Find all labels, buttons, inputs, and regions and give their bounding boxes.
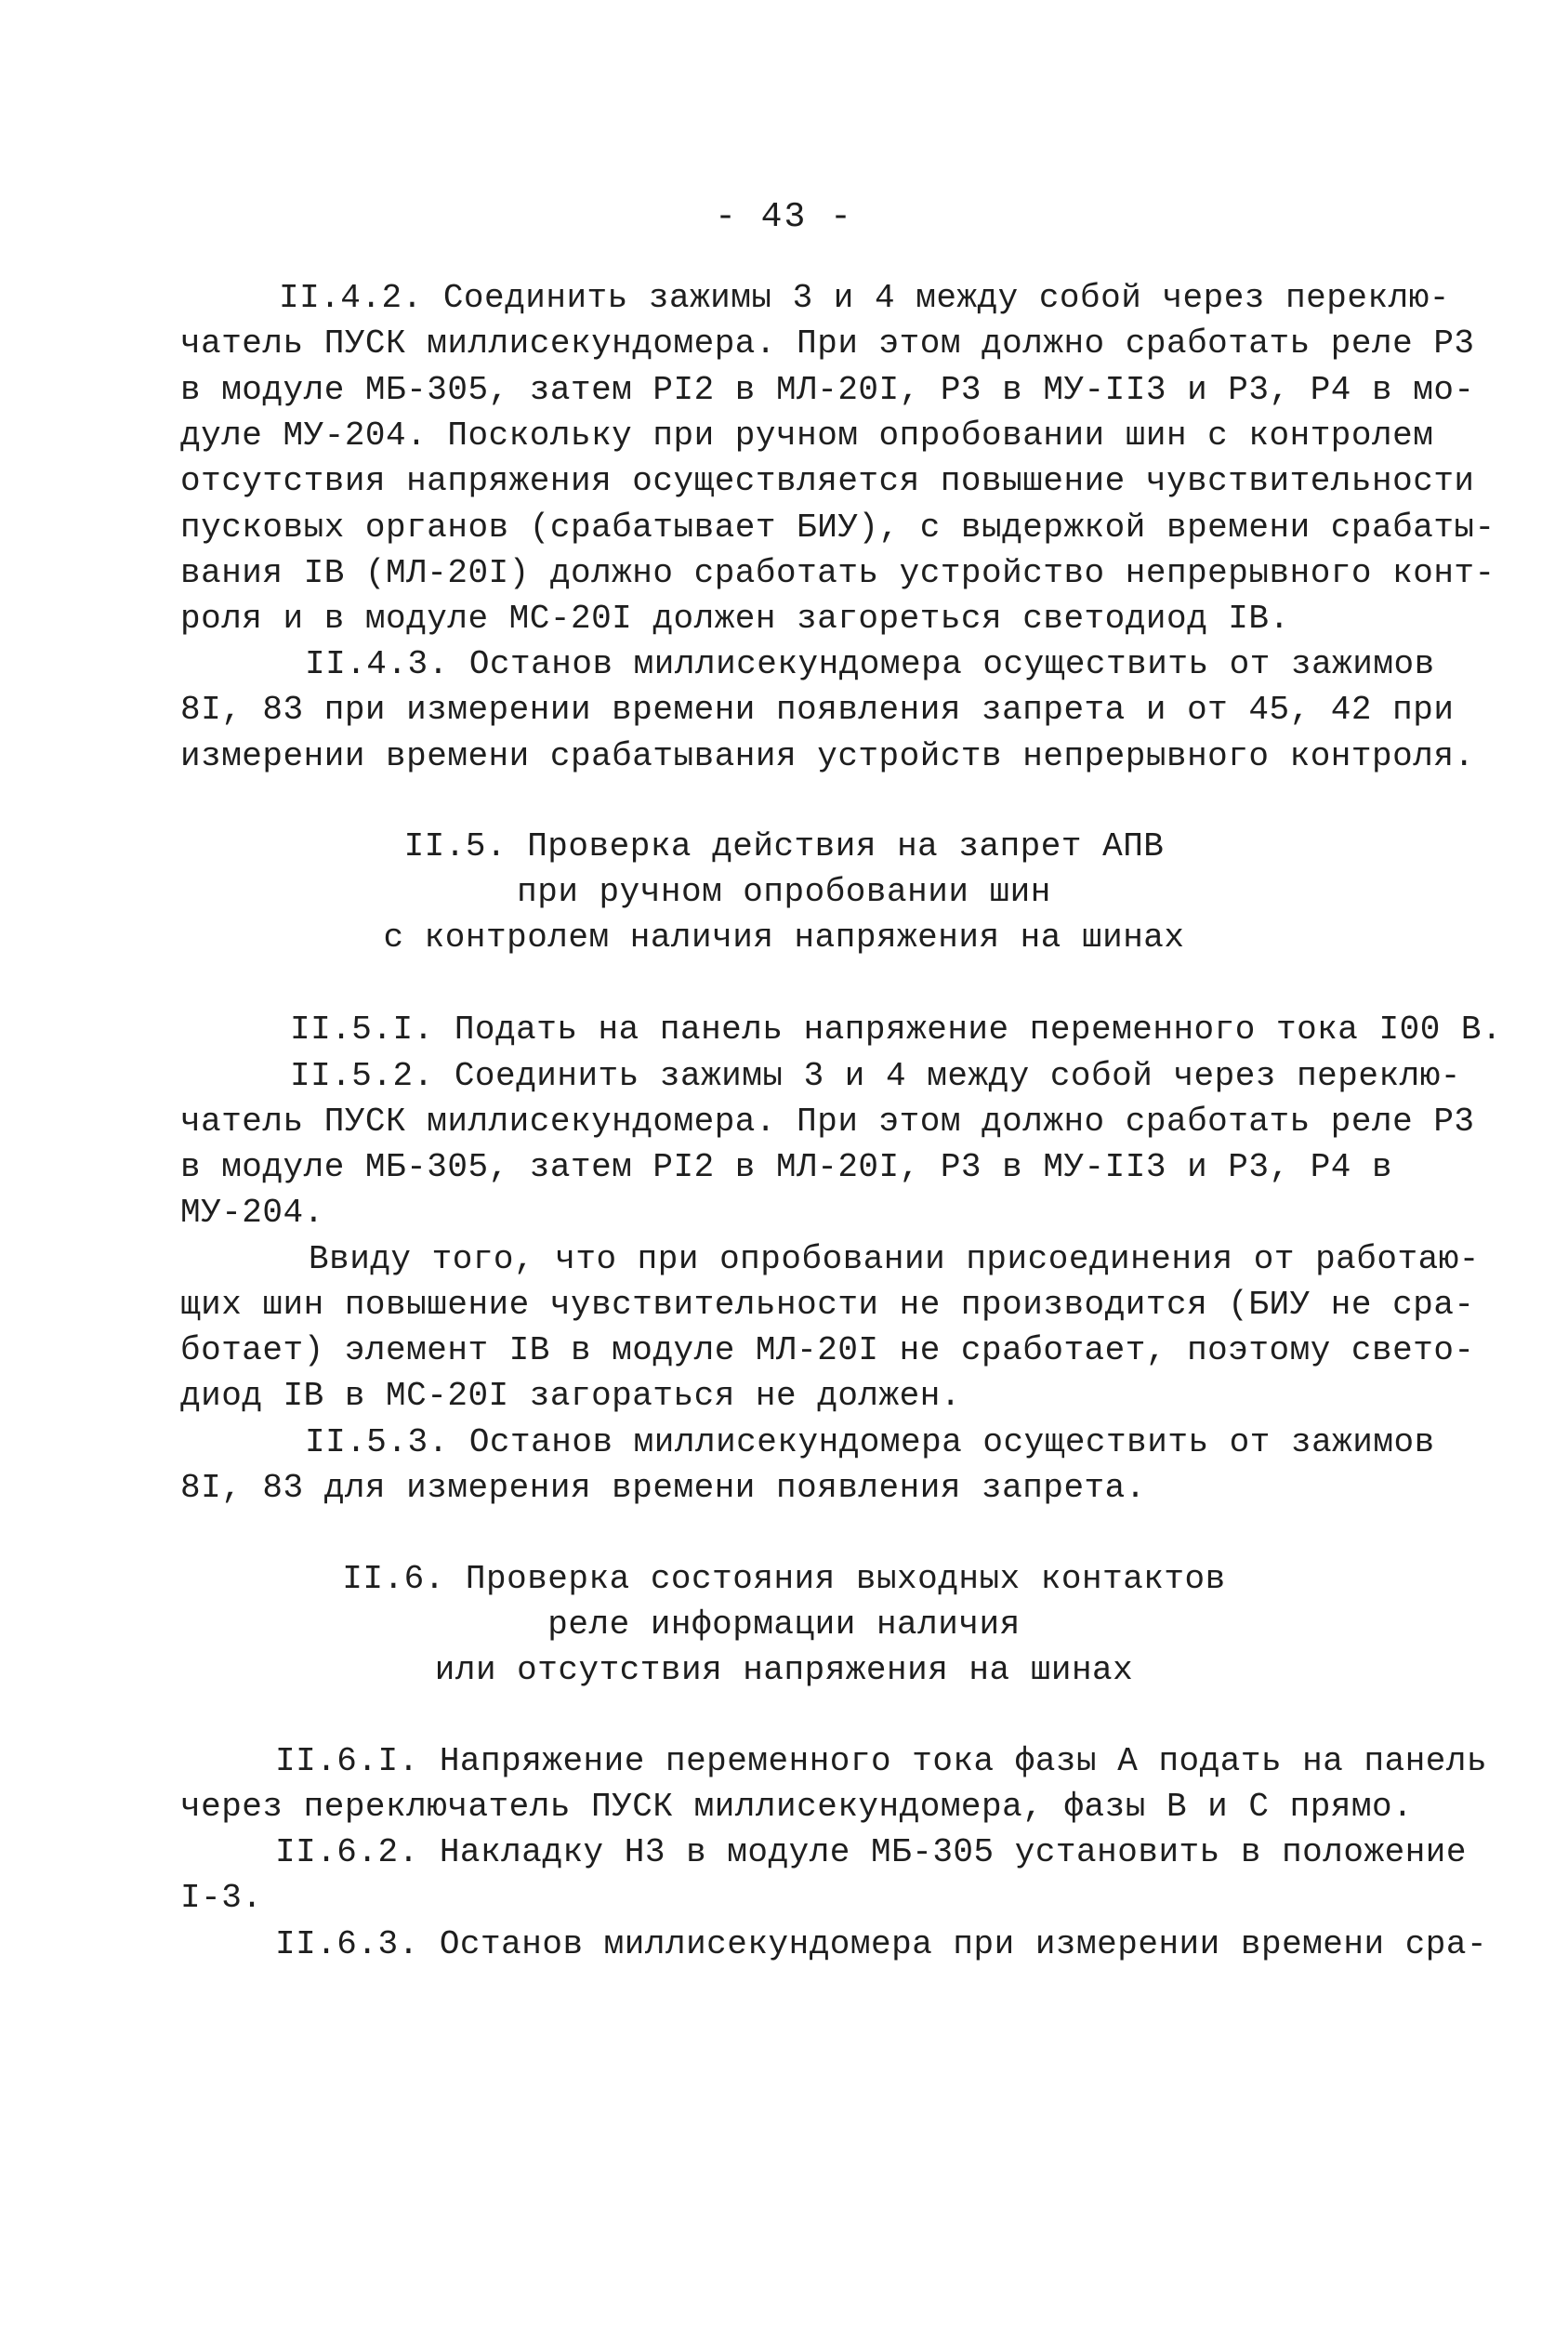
text-line: вания IВ (МЛ-20I) должно сработать устройство непрерывного конт-: [180, 554, 1496, 592]
text-line: чатель ПУСК миллисекундомера. При этом должно сработать реле Р3: [180, 324, 1475, 363]
page-number: - 43 -: [715, 197, 853, 237]
text-line: в модуле МБ-305, затем РI2 в МЛ-20I, Р3 в МУ-II3 и Р3, Р4 в мо-: [180, 371, 1475, 409]
text-line: измерении времени срабатывания устройств непрерывного контроля.: [180, 737, 1475, 775]
heading-line: или отсутствия напряжения на шинах: [434, 1651, 1134, 1689]
text-line: МУ-204.: [180, 1194, 324, 1232]
text-line: 8I, 83 для измерения времени появления запрета.: [180, 1469, 1146, 1507]
text-line: щих шин повышение чувствительности не производится (БИУ не сра-: [180, 1286, 1475, 1324]
heading-line: с контролем наличия напряжения на шинах: [383, 918, 1185, 957]
text-line: пусковых органов (срабатывает БИУ), с выдержкой времени срабаты-: [180, 509, 1496, 547]
text-line: ботает) элемент IВ в модуле МЛ-20I не сработает, поэтому свето-: [180, 1331, 1475, 1369]
text-line: II.5.3. Останов миллисекундомера осуществить от зажимов: [305, 1423, 1435, 1461]
text-line: II.6.I. Напряжение переменного тока фазы А подать на панель: [275, 1742, 1488, 1780]
text-line: диод IВ в МС-20I загораться не должен.: [180, 1377, 961, 1415]
text-line: отсутствия напряжения осуществляется повышение чувствительности: [180, 462, 1475, 500]
text-line: роля и в модуле МС-20I должен загореться светодиод IВ.: [180, 600, 1290, 638]
heading-line: II.6. Проверка состояния выходных контактов: [342, 1560, 1226, 1598]
heading-line: при ручном опробовании шин: [517, 873, 1051, 911]
text-line: в модуле МБ-305, затем РI2 в МЛ-20I, Р3 в МУ-II3 и Р3, Р4 в: [180, 1148, 1393, 1186]
text-line: дуле МУ-204. Поскольку при ручном опробовании шин с контролем: [180, 416, 1434, 455]
text-line: I-3.: [180, 1879, 263, 1917]
text-line: II.6.2. Накладку Н3 в модуле МБ-305 установить в положение: [275, 1833, 1468, 1871]
text-line: II.4.2. Соединить зажимы 3 и 4 между собой через переклю-: [279, 279, 1450, 317]
text-line: II.5.I. Подать на панель напряжение переменного тока I00 В.: [290, 1010, 1503, 1049]
text-line: Ввиду того, что при опробовании присоединения от работаю-: [309, 1240, 1480, 1278]
text-line: II.5.2. Соединить зажимы 3 и 4 между собой через переклю-: [290, 1057, 1461, 1095]
text-line: 8I, 83 при измерении времени появления запрета и от 45, 42 при: [180, 691, 1455, 729]
heading-line: реле информации наличия: [547, 1605, 1021, 1644]
heading-line: II.5. Проверка действия на запрет АПВ: [403, 827, 1165, 865]
text-line: II.4.3. Останов миллисекундомера осуществить от зажимов: [305, 645, 1435, 683]
text-line: через переключатель ПУСК миллисекундомера, фазы В и С прямо.: [180, 1788, 1414, 1826]
text-line: чатель ПУСК миллисекундомера. При этом должно сработать реле Р3: [180, 1103, 1475, 1141]
text-line: II.6.3. Останов миллисекундомера при измерении времени сра-: [275, 1925, 1488, 1963]
